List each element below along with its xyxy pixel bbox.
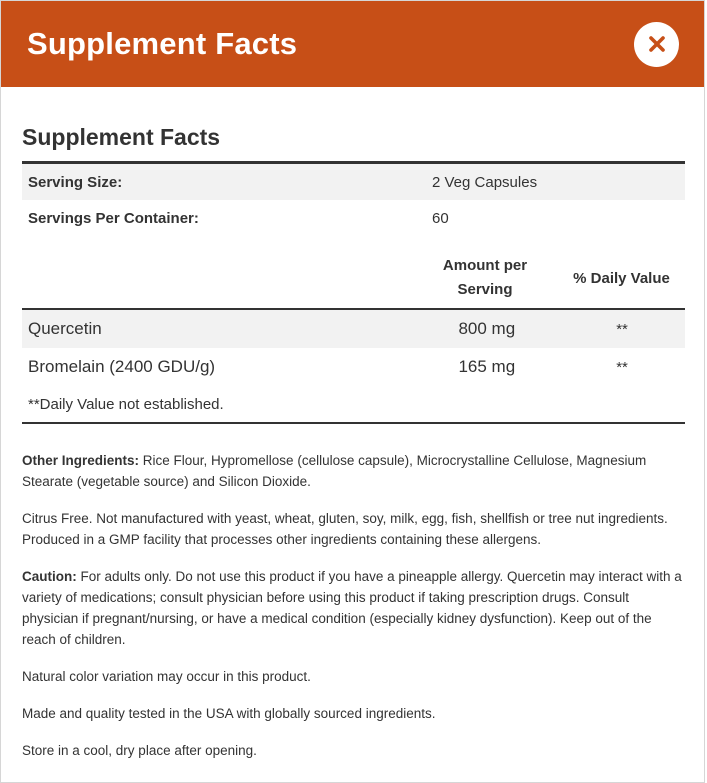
- ingredient-amount: 800 mg: [458, 319, 516, 338]
- facts-table: [22, 161, 685, 424]
- daily-value-footnote: **Daily Value not established.: [28, 395, 224, 413]
- ingredient-daily-value: **: [616, 358, 628, 376]
- daily-value-header: % Daily Value: [573, 269, 670, 287]
- modal-title: Supplement Facts: [27, 26, 298, 61]
- serving-size-label: Serving Size:: [28, 173, 123, 191]
- caution-statement: [22, 566, 685, 650]
- servings-per-container-label: Servings Per Container:: [28, 209, 199, 227]
- ingredient-name: Bromelain (2400 GDU/g): [28, 357, 216, 376]
- ingredient-row: [22, 348, 685, 386]
- ingredient-row: [22, 310, 685, 348]
- servings-per-container-value: 60: [432, 209, 449, 227]
- amount-per-serving-header: Amount per Serving: [442, 257, 528, 298]
- close-icon: [648, 35, 666, 53]
- other-ingredients-text: Rice Flour, Hypromellose (cellulose capsule), Microcrystalline Cellulose, Magnesium Stearate (vegetable source) and Silicon Dioxide.: [22, 453, 647, 489]
- other-ingredients-label: Other Ingredients:: [22, 453, 140, 468]
- modal-body: [1, 123, 704, 761]
- other-ingredients: [22, 450, 685, 492]
- servings-per-container-row: [22, 200, 685, 236]
- ingredient-amount: 165 mg: [458, 357, 516, 376]
- color-variation-note: Natural color variation may occur in this product.: [22, 669, 311, 684]
- allergen-statement: Citrus Free. Not manufactured with yeast, wheat, gluten, soy, milk, egg, fish, shellfish or tree nut ingredients. Produced in a GMP facility that processes other ingredients containing these allergens.: [22, 511, 668, 547]
- storage-note: Store in a cool, dry place after opening.: [22, 743, 257, 758]
- close-button[interactable]: [634, 22, 679, 67]
- modal-header: [1, 1, 704, 87]
- ingredient-daily-value: **: [616, 320, 628, 338]
- serving-size-row: [22, 164, 685, 200]
- caution-label: Caution:: [22, 569, 77, 584]
- product-notes: [22, 450, 685, 761]
- made-in-note: Made and quality tested in the USA with globally sourced ingredients.: [22, 706, 436, 721]
- column-header-row: [22, 248, 685, 310]
- facts-title: Supplement Facts: [22, 124, 221, 150]
- serving-size-value: 2 Veg Capsules: [432, 173, 538, 191]
- ingredient-name: Quercetin: [28, 319, 102, 338]
- caution-text: For adults only. Do not use this product if you have a pineapple allergy. Quercetin may interact with a variety of medications; consult physician before using this product if taking prescription drugs. Consult physician if pregnant/nursing, or have a medical condition (especially kidney dysfunction). Keep out of the reach of children.: [22, 569, 682, 647]
